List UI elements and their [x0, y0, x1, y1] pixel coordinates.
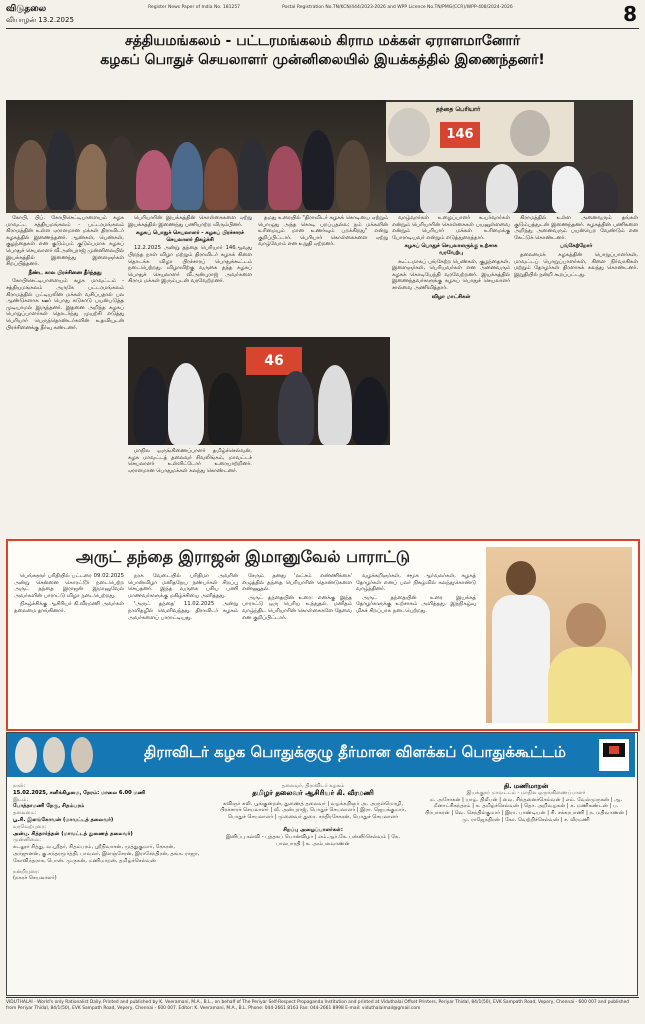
speakers-head: தமிழர் தலைவர் ஆசிரியர் கி. வீரமணி: [252, 788, 374, 797]
meeting-date: 15.02.2025, சனிக்கிழமை, நேரம்: மாலை 6.00 மணி: [13, 789, 146, 796]
article-column-5: [514, 215, 638, 537]
tribute-paragraph: சேரும் தனது 'லட்சம் எண்ணிக்கை' எழுத்தில் தந்தை பெரியாரின் தொண்டுகளை எண்ணுதல்.: [242, 573, 352, 593]
article-column-3: [258, 215, 388, 335]
right-names: ம. அசோகன் | யாழ். திலீபன் | வை. சிந்தனைச்செல்வன் | எம். வேல்முருகன் | ஆ. மீனாட்சிசுந்தரம் | சு. தமிழ்ச்செல்வன் | தொ. அறிவழகன் | க. மணிகண்டன் | ப. பிரபாகரன் | வெ. செந்தில்குமார் | இரா. பாண்டியன் | சி. சக்கரபாணி | ந. மதிவாணன் | மு. ராஜேந்திரன் | கோ. வெற்றிச்செல்வன் | ச. வீரமணி: [424, 796, 628, 823]
article-paragraph: தமது உரையில் "திராவிடர் கழகக் கொடியை ஏற்றும் பொழுது அந்த கொடி பறப்பதல்ல; நம் மக்களின் உரிமையும் மான உணர்வும் பறக்கிறது" என்று குறிப்பிட்டார். பெரியார் கொள்கைகளை ஏற்று வாழ்வோம் என உறுதி ஏற்றனர்.: [258, 215, 388, 248]
tribute-paragraph: நிகழ்ச்சிக்கு ஆசிரியர் கி.வீரமணி அவர்கள் தலைமை தாங்கினார்.: [14, 601, 124, 614]
banner-number: 146: [440, 122, 480, 148]
tribute-paragraph: நரக வேடையில் பரிதிமா அவரின் பொன்விழா மனிதநேய நண்பர்கள் சிறப்பு செய்தனர். இந்த வருகை பசிய பணி மாணவர்களுக்கு மகிழ்ச்சியை அளித்தது.: [128, 573, 238, 599]
invite-head: சிறப்பு அழைப்பாளர்கள்:: [283, 826, 343, 833]
article-subheading: விழா மாட்சிகள்: [431, 293, 471, 300]
headline-line-1: சத்தியமங்கலம் - பட்டரமங்கலம் கிராம மக்கள் ஏராளமானோர்: [124, 33, 521, 49]
article-paragraph: கோபிசெட்டிபாளையம் கழக மாவட்டம் - சத்தியமங்கலம் அருகே பட்டரமங்கலம் கிராமத்தில் பட்டியலின மக்கள் வசிப்பதால் பல ஆண்டுகளாக ஊர் பொது சுடுகாடு பயன்படுத்த முடியாமல் இருந்தனர். இதனை அறிந்த கழகப் பொறுப்பாளர்கள் தொடர்ந்து முயற்சி எடுத்து பெரியார் பெருந்தொண்டர்களின் உதவியுடன் பிரச்சினைக்கு தீர்வு கண்டனர்.: [6, 278, 124, 331]
banner-text: தந்தை பெரியார்: [436, 106, 481, 113]
chair-name: பூ.சி. இளங்கோவன் (மாவட்டத் தலைவர்): [13, 816, 114, 823]
article-paragraph: மாநில ஒருங்கிணைப்பாளர் தமிழ்ச்செல்வன், கழக மாவட்டத் தலைவர் சிவலிங்கம், மாவட்டச் செயலாளர் உள்ளிட்டோர் உரையாற்றினர். ஏராளமான பொதுமக்கள் கலந்து கொண்டனர்.: [128, 448, 252, 474]
tribute-paragraph: வழக்கறிஞர்கள், சமூக ஆர்வலர்கள், கழகத் தோழர்கள் எனப் பலர் நிகழ்வில் கலந்துகொண்டு வாழ்த்தினர்.: [356, 573, 476, 593]
headline-line-2: கழகப் பொதுச் செயலாளர் முன்னிலையில் இயக்கத்தில் இணைந்தனர்!: [100, 52, 545, 68]
tribute-paragraph: அருட் தந்தையின் உரை: எனக்கு இந்த பாராட்டு ஒரு பெரிய உந்துதல். மனிதம் வாழ்ந்திட பெரியாரின் கொள்கைகளே தேவை என குறிப்பிட்டார்.: [242, 594, 352, 621]
date-label: நாள்:: [13, 783, 26, 789]
tribute-column-4: [356, 573, 476, 723]
meeting-notice: [6, 732, 638, 996]
notice-right-column: [423, 783, 629, 991]
notice-left-column: [13, 783, 203, 991]
speakers-subtitle: தலைவர், திராவிடர் கழகம்: [281, 783, 345, 789]
lead-names: கடலூர் சித்து, வ.ஸ்ரீதர், சிதம்பரம், ஸ்ரீநிவாசன், முத்துகுமார், சேகரன், அர்ஜுனன், கு.சுந்தரமூர்த்தி, பாவலர், இளஞ்சேரன், இராசேந்திரன், தங்க. ராஜா, கோவிந்தராசு, பொன். முருகன், மணிமாறன், தமிழ்ச்செல்வன்: [13, 844, 200, 864]
article-paragraph: கிராமத்தில் உள்ள அனைவரும் தங்கள் குடும்பத்துடன் இணைந்தனர். கழகத்தின் பணிகளை அறிந்து அனைவரும் பயன்பெற வேண்டும் என கேட்டுக் கொண்டனர்.: [514, 215, 638, 241]
leader-portrait: [510, 110, 550, 156]
notice-title: திராவிடர் கழக பொதுக்குழு தீர்மான விளக்கப் பொதுக்கூட்டம்: [144, 743, 566, 761]
tribute-paragraph: 'அருட் தந்தை' 11.02.2025 அன்று நாளிதழில் வெளிவந்தது. திராவிடர் கழகம் அவர்களைப் பாராட்டியது.: [128, 601, 238, 621]
tribute-column-3: [242, 573, 352, 723]
stage-banner-number: 46: [246, 347, 302, 375]
main-headline: [6, 32, 639, 70]
meeting-place: போத்தாமணி நேரு, சிதம்பரம்: [13, 803, 85, 810]
right-subtitle: இயக்குநர் மாவட்டம் - மாநில ஒருங்கிணைப்பாளர்: [466, 789, 586, 796]
stage-photo: [128, 337, 390, 445]
article-subheading: கழகப் பொதுச் செயலாளர் - கழகப் பிரச்சாரச் செயலாளர் நிகழ்ச்சி: [136, 230, 244, 243]
notice-middle-column: [213, 783, 413, 991]
welcome-label: வரவேற்புரை:: [13, 823, 47, 830]
article-subheading: கழகப் பொதுச் செயலாளருக்கு உற்சாக வரவேற்பு: [404, 243, 498, 256]
thanks-name: (நகரச் செயலாளர்): [13, 875, 57, 882]
article-paragraph: வாழ்வார்கள் உழைப்பாளர் உயர்வார்கள் என்றும் பெரியாரின் கொள்கைகள் பயனுள்ளவை என்றும் பெரியார் மக்கள் உரிமைக்கு போராடியவர் என்றும் எடுத்துரைத்தார்.: [392, 215, 510, 241]
article-paragraph: தலைமைக் கழகத்தின் பொறுப்பாளர்கள், மாவட்டப் பொறுப்பாளர்கள், கிளை நிர்வாகிகள் மற்றும் தோழர்கள் திரளாகக் கலந்து கொண்டனர். இறுதியில் நன்றி கூறப்பட்டது.: [514, 251, 638, 278]
speakers-list: கவிஞர் கலி. பூங்குன்றன், துணைத் தலைவர் | வழக்கறிஞர் அ. அருள்மொழி, பிரச்சாரச் செயலாளர் | வீ. அன்புராஜ், பொதுச் செயலாளர் | இரா. ஜெயக்குமார், பொதுச் செயலாளர் | முனைவர் துரை. சந்திரசேகரன், பொதுச் செயலாளர்: [220, 800, 406, 821]
tribute-column-1: [14, 573, 124, 723]
article-paragraph: கோபி, பிப். கோபிசெட்டிபாளையம் கழக மாவட்ட சத்தியமங்கலம் - பட்டரமங்கலம் கிராமத்தின் உள்ள ஏராளமான மக்கள் திராவிடர் கழகத்தில் இணைந்தனர். ஆண்கள், பெண்கள், குழந்தைகள் என குடும்பம் குடும்பமாக கழகப் பொதுச் செயலாளர் வீ.அன்புராஜ் முன்னிலையில் இயக்கத்தில் இணைந்து இளைஞர்கள் சிறப்பித்தனர்.: [6, 215, 124, 268]
welcome-name: அன்பு. சித்தார்த்தன் (மாவட்டத் துணைத் தலைவர்): [13, 830, 133, 837]
tribute-column-2: [128, 573, 238, 723]
tribute-box: [6, 539, 640, 731]
thanks-label: நன்றியுரை:: [13, 868, 40, 875]
periyar-portrait: [388, 108, 430, 156]
invite-names: இனிப்பு கல்வி - புத்தகப் பொன்விழா | எம்.ஆர்.கே. பன்னீர்செல்வம் | கே. பாலபாரதி | க. அம்பலவாணன்: [225, 833, 400, 847]
article-subheading: நீண்ட கால பிரச்சினை தீர்ந்தது: [28, 269, 102, 276]
periyar-banner: [384, 102, 574, 162]
tribute-paragraph: அருட் தந்தையின் உரை இயக்கத் தோழர்களுக்கு உற்சாகம் அளித்தது. இந்நிகழ்வு மிகச் சிறப்பாக நடைபெற்றது.: [356, 594, 476, 614]
article-column-4: [392, 215, 510, 537]
imprint-footer: VIDUTHALAI - World's only Rationalist Daily. Printed and published by K. Veeramani, M.A., B.L., on behalf of The Periyar Self-Respect Propaganda Institution and printed at Viduthalai Offset Printers, Periyar Thidal, 84/1(50), EVK Sampath Road, Vepery, Chennai - 600 007 and published from Periyar Thidal, 84/1(50), EVK Sampath Road, Vepery, Chennai - 600 007. Editor: K. Veeramani, M.A., B.L. Phone: 044-2661 8163 Fax: 044-2661 8998 E-mail: viduthalaimail@gmail.com: [6, 997, 639, 1012]
crowd-photo: [6, 100, 633, 213]
issue-date: வியாழன் 13.2.2025: [6, 16, 74, 24]
paper-name: விடுதலை: [6, 4, 47, 14]
registration-number: Register News Paper of India No. 181257: [148, 5, 241, 10]
masthead: [6, 4, 639, 29]
article-paragraph: 12.2.2025 அன்று தந்தை பெரியார் 146ஆவது பிறந்த நாள் விழா மற்றும் திராவிடர் கழகக் கிளை தொடக்க விழா பிரச்சாரப் பொதுக்கூட்டம் நடைபெற்றது. விழாவிற்கு வருகை தந்த கழகப் பொதுச் செயலாளர் வீ.அன்புராஜ் அவர்களை கிராம மக்கள் இரும்புடன் வரவேற்றனர்.: [128, 245, 252, 285]
notice-banner: [7, 733, 635, 777]
article-subheading: பங்கேற்றோர்: [559, 243, 593, 250]
place-label: இடம்:: [13, 796, 29, 803]
flag-icon: [599, 739, 629, 771]
leader-portrait-small: [43, 737, 65, 773]
article-column-2: [128, 215, 252, 335]
periyar-portrait-small: [15, 737, 37, 773]
tribute-title: அருட் தந்தை இராஜன் இமானுவேல் பாராட்டு: [75, 547, 411, 566]
page-number: 8: [623, 2, 637, 26]
tribute-paragraph: பெங்களூர் பரிதியில் பட்டரை 09.02.2025 அன்று சென்னை கொரட்டூர் நடைபெற்ற அருட் தந்தை இராஜன் இமானுவேல் அவர்களின் பாராட்டு விழா நடைபெற்றது.: [14, 573, 124, 599]
article-column-1: [6, 215, 124, 537]
leader-portrait-small: [71, 737, 93, 773]
lead-label: முன்னிலை:: [13, 837, 41, 844]
tribute-photo: [486, 547, 632, 723]
article-column-2b: [128, 448, 252, 536]
postal-registration: Postal Registration No.TN/KCN/444/2023-2026 and WPP Licence No.TN/PMG(CCR)/WPP-408/2024-2026: [282, 5, 513, 10]
right-head: தி. மணிமாறன்: [503, 783, 549, 790]
article-paragraph: கூட்டமாகப் பங்கேற்ற பெண்கள், குழந்தைகள், இளைஞர்கள், பெரியவர்கள் என அனைவரும் கழகக் கொடியேந்தி வரவேற்றனர். இயக்கத்தில் இணைந்தவர்களுக்கு கழகப் பொதுச் செயலாளர் சால்வை அணிவித்தார்.: [392, 258, 510, 291]
article-paragraph: பெரியாரின் இயக்கத்தின் கொள்கைகளை ஏற்று இயக்கத்தில் இணைந்து பணியாற்ற விரும்பினர்.: [128, 215, 252, 228]
chair-label: தலைமை:: [13, 810, 37, 817]
